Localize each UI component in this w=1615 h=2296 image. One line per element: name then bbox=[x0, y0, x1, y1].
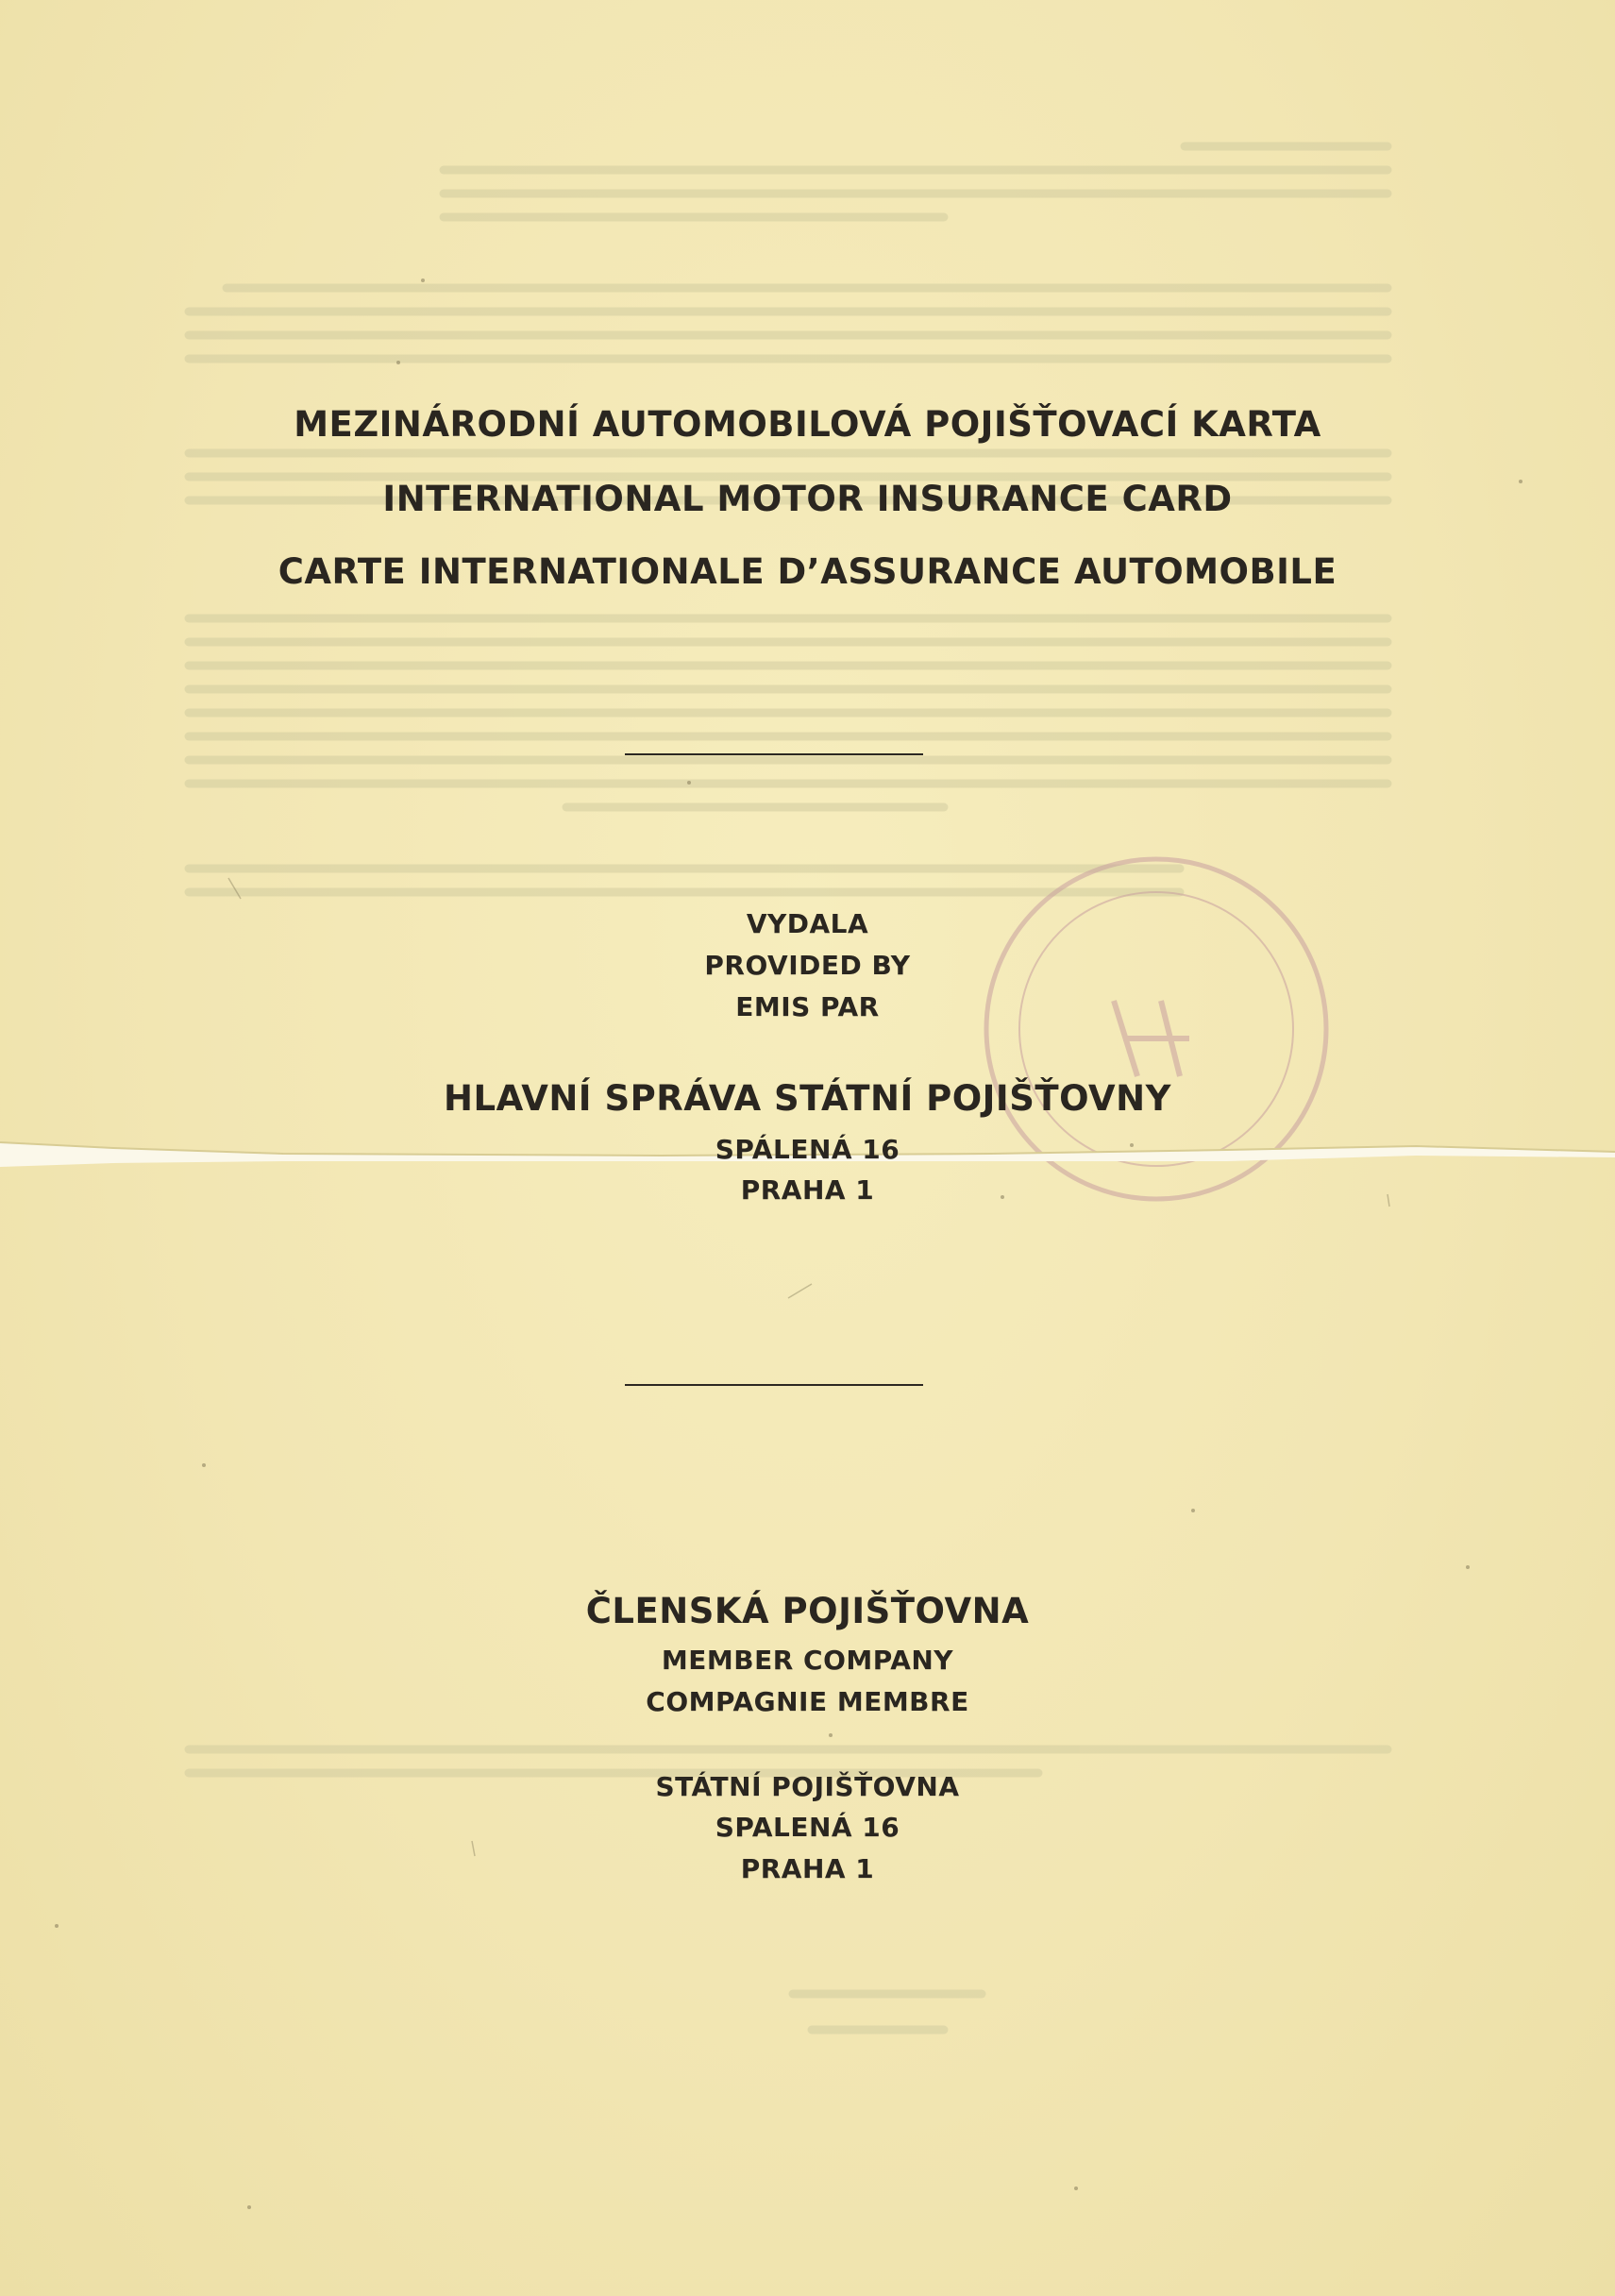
issuer-city: PRAHA 1 bbox=[740, 1174, 875, 1206]
member-label-czech: ČLENSKÁ POJIŠŤOVNA bbox=[585, 1591, 1030, 1631]
issuer-label-czech: VYDALA bbox=[746, 908, 869, 939]
member-label-french: COMPAGNIE MEMBRE bbox=[646, 1686, 969, 1717]
title-czech: MEZINÁRODNÍ AUTOMOBILOVÁ POJIŠŤOVACÍ KARTA bbox=[294, 404, 1321, 445]
member-city: PRAHA 1 bbox=[740, 1853, 875, 1884]
title-french: CARTE INTERNATIONALE D’ASSURANCE AUTOMOBILE bbox=[278, 551, 1337, 592]
issuer-street: SPÁLENÁ 16 bbox=[715, 1134, 900, 1165]
member-label-english: MEMBER COMPANY bbox=[661, 1645, 954, 1676]
divider-top bbox=[625, 753, 923, 755]
divider-bottom bbox=[625, 1384, 923, 1386]
issuer-label-english: PROVIDED BY bbox=[704, 950, 911, 981]
issuer-label-french: EMIS PAR bbox=[735, 991, 880, 1022]
issuer-name: HLAVNÍ SPRÁVA STÁTNÍ POJIŠŤOVNY bbox=[444, 1078, 1171, 1119]
member-name: STÁTNÍ POJIŠŤOVNA bbox=[655, 1771, 960, 1802]
member-street: SPALENÁ 16 bbox=[715, 1812, 900, 1843]
title-english: INTERNATIONAL MOTOR INSURANCE CARD bbox=[382, 479, 1233, 519]
